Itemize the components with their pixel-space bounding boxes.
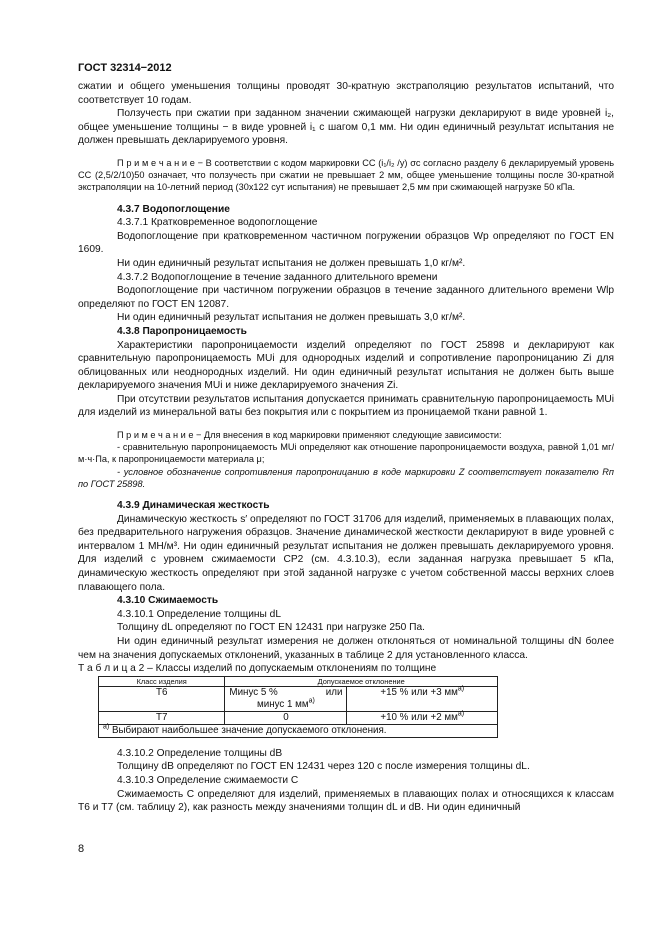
table-cell: T6: [99, 686, 225, 711]
section-heading: 4.3.7 Водопоглощение: [117, 203, 230, 215]
table-cell: Минус 5 % или минус 1 $мм^{а)}$: [225, 686, 347, 711]
table-row: [99, 686, 498, 711]
page-number: 8: [78, 843, 85, 855]
table-footnote: $^{а)}$ Выбирают наибольшее значение допускаемого отклонения.: [99, 724, 498, 737]
paragraph: При отсутствии результатов испытания допускается принимать сравнительную паропроницаемость MUi для изделий из минеральной ваты без покрытия или с покрытием из проницаемой ткани равной 1.: [78, 393, 614, 419]
column-header: Класс изделия: [99, 676, 225, 686]
subsection-heading: 4.3.10.2 Определение толщины dB: [117, 747, 283, 759]
paragraph: Водопоглощение при частичном погружении образцов в течение заданного длительного времени Wlp определяют по ГОСТ EN 12087.: [78, 285, 614, 310]
paragraph: Ни один единичный результат измерения не должен отклоняться от номинальной толщины dN более чем на значения допускаемых отклонений, указанных в таблице 2 для установленного класса.: [78, 636, 614, 661]
paragraph: Характеристики паропроницаемости изделий определяют по ГОСТ 25898 и декларируют как сравнительную паропроницаемость MUi для однородных изделий и сопротивление паропроницанию Zi для облицованных или неоднородных изделий. Ни один единичный результат испытания не должен быть выше декларируемого значения MUi и ниже декларируемого значения Zi.: [78, 339, 614, 392]
table-footnote-row: [99, 724, 498, 737]
paragraph: Сжимаемость C определяют для изделий, применяемых в плавающих полах и относящихся к классам T6 и T7 (см. таблицу 2), как разность между значениями толщин dL и dB. Ни один единичный: [78, 788, 614, 814]
page-header: ГОСТ 32314−2012: [78, 62, 172, 74]
table-cell: +15 % или +3 $мм^{а)}$: [347, 686, 498, 711]
table-cell: +10 % или +2 $мм^{а)}$: [347, 711, 498, 724]
table-header-row: [99, 676, 498, 686]
subsection-heading: 4.3.7.1 Кратковременное водопоглощение: [117, 217, 318, 229]
page-body: [78, 80, 614, 815]
section-heading: 4.3.10 Сжимаемость: [117, 595, 219, 607]
paragraph: Толщину dB определяют по ГОСТ EN 12431 через 120 с после измерения толщины dL.: [117, 761, 530, 773]
subsection-heading: 4.3.10.1 Определение толщины dL: [117, 608, 282, 620]
note: П р и м е ч а н и е − В соответствии с кодом маркировки CC (i₁/i₂ /у) σc согласно разделу 6 декларируемый уровень CC (2,5/2/10)50 означает, что ползучесть при сжатии не превышает 2 мм, общее уменьшение толщины после 30-кратной экстраполяции на 10-летний период (30x122 сут испытания) не превышает 2,5 мм при сжимающей нагрузке 50 кПа.: [78, 157, 614, 193]
section-heading: 4.3.8 Паропроницаемость: [117, 325, 247, 337]
table-caption: Т а б л и ц а 2 – Классы изделий по допускаемым отклонениям по толщине: [78, 663, 437, 675]
table-row: [99, 711, 498, 724]
section-heading: 4.3.9 Динамическая жесткость: [117, 500, 270, 512]
table-cell: T7: [99, 711, 225, 724]
paragraph: Ни один единичный результат испытания не должен превышать 3,0 кг/м².: [117, 312, 466, 324]
paragraph: сжатии и общего уменьшения толщины проводят 30-кратную экстраполяцию результатов испытаний, что соответствует 10 годам.: [78, 81, 614, 106]
paragraph: Водопоглощение при кратковременном частичном погружении образцов Wp определяют по ГОСТ EN 1609.: [78, 230, 614, 256]
paragraph: Ни один единичный результат испытания не должен превышать 1,0 кг/м².: [117, 257, 466, 269]
paragraph: Динамическую жесткость s′ определяют по ГОСТ 31706 для изделий, применяемых в плавающих полах, без предварительного нагружения образцов. Значение динамической жесткости декларируют в виде уровней с интервалом 1 МН/м³. Ни один единичный результат испытания не должен превышать декларируемого уровня. Для изделий с уровнем сжимаемости CP2 (см. 4.3.10.3), если заданная нагрузка превышает 5 кПа, динамическую жесткость определяют при этой заданной нагрузке с учетом собственной массы верхних слоев плавающего пола.: [78, 513, 614, 593]
note-item: - условное обозначение сопротивления паропроницанию в коде маркировки Z соответствует показателю Rп по ГОСТ 25898.: [78, 466, 614, 489]
note-item: - сравнительную паропроницаемость MUi определяют как отношение паропроницаемости воздуха, равной 1,01 мг/м·ч·Па, к паропроницаемости материала μ;: [78, 442, 614, 465]
table-cell: 0: [225, 711, 347, 724]
paragraph: Толщину dL определяют по ГОСТ EN 12431 при нагрузке 250 Па.: [117, 622, 425, 634]
column-header: Допускаемое отклонение: [225, 676, 498, 686]
tolerance-table: [98, 676, 498, 738]
subsection-heading: 4.3.7.2 Водопоглощение в течение заданного длительного времени: [117, 271, 438, 283]
subsection-heading: 4.3.10.3 Определение сжимаемости C: [117, 775, 299, 786]
paragraph: Ползучесть при сжатии при заданном значении сжимающей нагрузки декларируют в виде уровней i₂, общее уменьшение толщины − в виде уровней i₁ с шагом 0,1 мм. Ни один единичный результат испытания не должен превышать декларируемого уровня.: [78, 108, 614, 147]
note: П р и м е ч а н и е − Для внесения в код маркировки применяют следующие зависимости:: [117, 430, 502, 441]
